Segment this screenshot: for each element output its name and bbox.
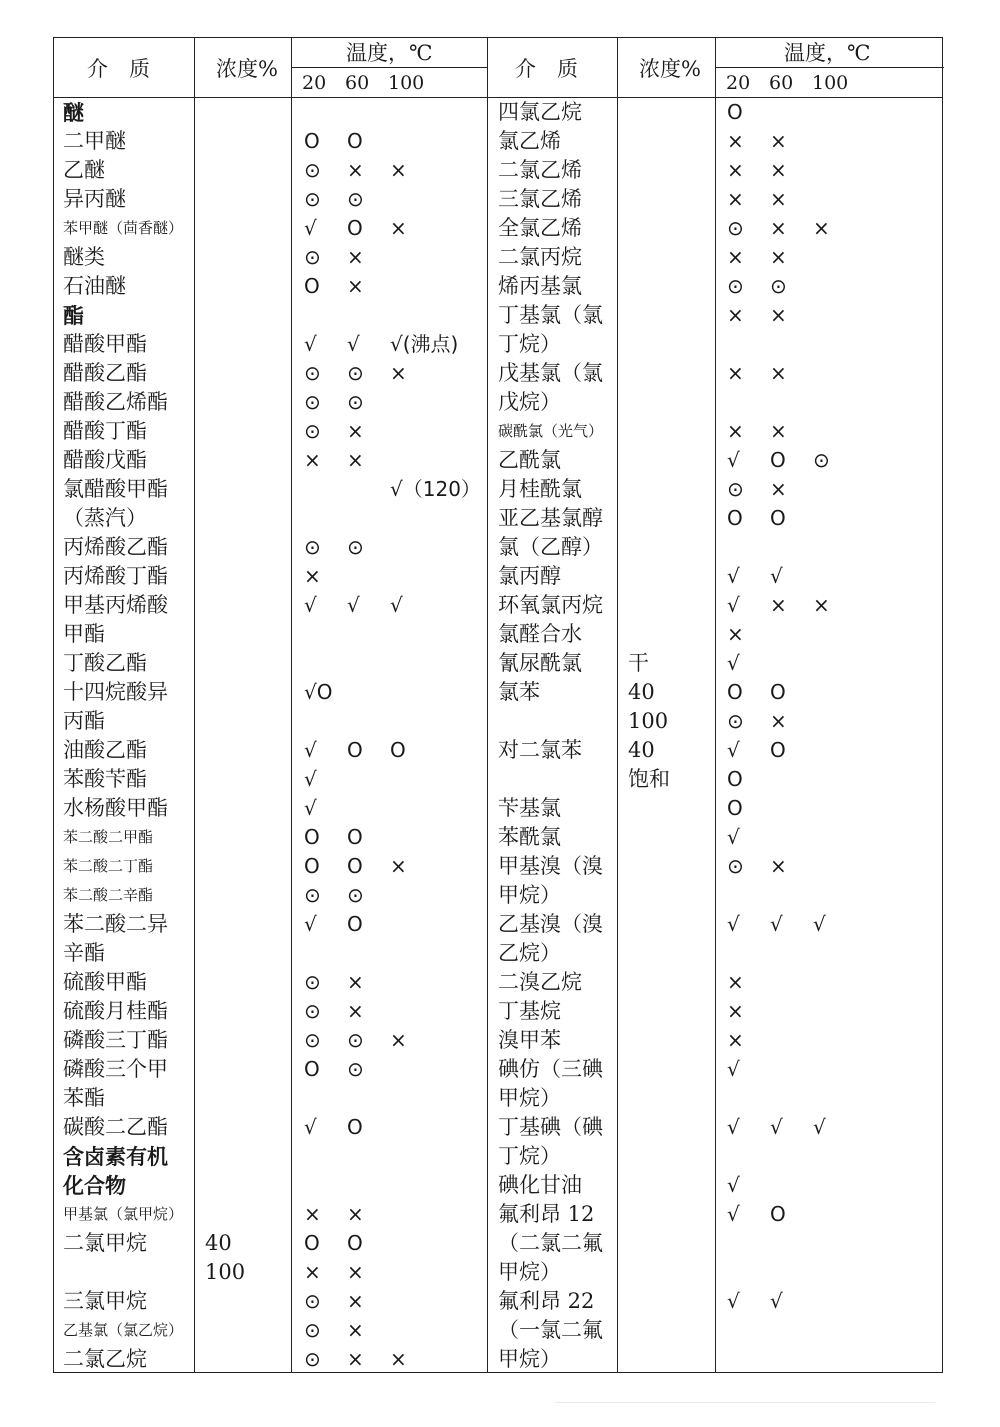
divider-temp-sub-left [291,67,487,68]
rating-20c: O [304,1231,320,1255]
medium-name: 甲烷） [498,1347,561,1371]
medium-name: 丙烯酸乙酯 [63,535,168,559]
rating-20c: √ [727,738,740,762]
rating-20c: × [304,1260,321,1284]
rating-20c: ⊙ [304,999,321,1023]
medium-name: 氯醛合水 [498,622,582,646]
concentration-value: 干 [628,651,649,675]
rating-20c: × [304,448,321,472]
rating-100c: √（120） [390,477,481,501]
medium-name: 苄基氯 [498,796,561,820]
rating-60c: × [770,361,787,385]
header-concentration-right: 浓度% [639,57,701,81]
rating-20c: × [727,245,744,269]
rating-20c: √ [727,593,740,617]
rating-60c: O [770,680,786,704]
medium-name: 丁酸乙酯 [63,651,147,675]
medium-name: 甲烷） [498,1086,561,1110]
medium-name: 甲基丙烯酸 [63,593,168,617]
compatibility-table [53,37,943,1373]
rating-20c: × [727,999,744,1023]
rating-100c: × [390,361,407,385]
rating-20c: ⊙ [304,361,321,385]
rating-20c: ⊙ [304,1347,321,1371]
rating-60c: × [770,216,787,240]
medium-name: 三氯乙烯 [498,187,582,211]
medium-name: 二氯乙烯 [498,158,582,182]
medium-name: 醋酸戊酯 [63,448,147,472]
rating-20c: ⊙ [727,274,744,298]
medium-name: 丁烷） [498,1144,561,1168]
divider-col-conc-left [194,38,195,1372]
rating-60c: × [770,129,787,153]
rating-20c: √ [304,216,317,240]
rating-20c: × [727,419,744,443]
medium-name: 碘化甘油 [498,1173,582,1197]
medium-name: 乙烷） [498,941,561,965]
medium-name: 氯醋酸甲酯 [63,477,168,501]
header-temp-100-right: 100 [812,72,849,94]
rating-60c: √ [347,593,360,617]
medium-name: 丁烷） [498,332,561,356]
rating-60c: O [770,506,786,530]
rating-60c: × [770,709,787,733]
rating-20c: ⊙ [304,1028,321,1052]
rating-60c: O [347,825,363,849]
rating-20c: √ [304,738,317,762]
rating-100c: × [813,216,830,240]
medium-name: 四氯乙烷 [498,100,582,124]
rating-20c: ⊙ [304,187,321,211]
header-temperature-right: 温度，℃ [784,41,871,65]
medium-name: 含卤素有机 [63,1144,168,1169]
medium-name: 氯（乙醇） [498,535,603,559]
medium-name: 氟利昂 22 [498,1289,595,1313]
rating-20c: ⊙ [304,1318,321,1342]
rating-60c: × [347,1202,364,1226]
medium-name: 丁基烷 [498,999,561,1023]
medium-name: 氟利昂 12 [498,1202,595,1226]
medium-name: 氯苯 [498,680,540,704]
header-medium-right: 介 质 [515,57,578,81]
rating-60c: O [347,129,363,153]
rating-20c: ⊙ [304,390,321,414]
rating-60c: × [347,245,364,269]
medium-name: 苯酰氯 [498,825,561,849]
medium-name: 丙烯酸丁酯 [63,564,168,588]
divider-col-temp-right [715,38,716,1372]
medium-name: 醋酸乙烯酯 [63,390,168,414]
header-concentration-left: 浓度% [216,57,278,81]
divider-col-conc-right [617,38,618,1372]
medium-name: 戊基氯（氯 [498,361,603,385]
medium-name: 全氯乙烯 [498,216,582,240]
rating-60c: ⊙ [347,390,364,414]
medium-name: 氰尿酰氯 [498,651,582,675]
header-temp-20-left: 20 [302,72,327,94]
rating-20c: × [304,1202,321,1226]
rating-60c: ⊙ [347,1057,364,1081]
rating-20c: O [304,1057,320,1081]
rating-20c: ⊙ [304,158,321,182]
rating-60c: × [770,187,787,211]
medium-name: 苯酯 [63,1086,105,1110]
rating-60c: O [770,738,786,762]
medium-name: 甲基氯（氯甲烷） [63,1205,184,1223]
rating-60c: ⊙ [347,535,364,559]
rating-20c: O [304,854,320,878]
rating-20c: √ [727,651,740,675]
medium-name: 水杨酸甲酯 [63,796,168,820]
rating-20c: × [727,361,744,385]
rating-20c: × [727,158,744,182]
rating-100c: √ [813,912,826,936]
rating-60c: × [770,854,787,878]
medium-name: （一氯二氟 [498,1318,603,1342]
rating-60c: × [347,970,364,994]
rating-100c: √ [813,1115,826,1139]
medium-name: 对二氯苯 [498,738,582,762]
medium-name: 磷酸三丁酯 [63,1028,168,1052]
rating-20c: √ [304,1115,317,1139]
medium-name: 酯 [63,303,84,328]
rating-60c: × [770,419,787,443]
rating-20c: ⊙ [304,970,321,994]
rating-100c: × [813,593,830,617]
rating-20c: O [304,274,320,298]
medium-name: 十四烷酸异 [63,680,168,704]
rating-20c: ⊙ [727,854,744,878]
rating-60c: ⊙ [347,361,364,385]
rating-20c: ⊙ [727,216,744,240]
rating-20c: O [304,129,320,153]
rating-20c: × [727,1028,744,1052]
concentration-value: 40 [628,738,655,762]
concentration-value: 100 [628,709,669,733]
rating-60c: ⊙ [347,1028,364,1052]
medium-name: 二氯乙烷 [63,1347,147,1371]
rating-60c: O [347,1115,363,1139]
rating-20c: O [304,825,320,849]
medium-name: 丁基碘（碘 [498,1115,603,1139]
medium-name: 异丙醚 [63,187,126,211]
header-temp-60-right: 60 [769,72,794,94]
rating-20c: √ [727,1115,740,1139]
rating-20c: ⊙ [727,709,744,733]
medium-name: 亚乙基氯醇 [498,506,603,530]
medium-name: 丁基氯（氯 [498,303,603,327]
rating-100c: ⊙ [813,448,830,472]
medium-name: 乙基溴（溴 [498,912,603,936]
rating-60c: × [347,999,364,1023]
medium-name: 二氯甲烷 [63,1231,147,1255]
rating-100c: × [390,216,407,240]
rating-20c: ⊙ [304,1289,321,1313]
rating-60c: × [347,1318,364,1342]
header-temp-60-left: 60 [345,72,370,94]
medium-name: 苯二酸二丁酯 [63,857,154,875]
header-temp-20-right: 20 [726,72,751,94]
rating-60c: × [347,1347,364,1371]
rating-20c: √ [727,1289,740,1313]
rating-100c: × [390,1028,407,1052]
rating-20c: × [304,564,321,588]
rating-20c: √ [304,593,317,617]
rating-20c: ⊙ [727,477,744,501]
rating-100c: × [390,1347,407,1371]
rating-60c: × [347,1289,364,1313]
medium-name: 二甲醚 [63,129,126,153]
medium-name: 碳酰氯（光气） [498,422,604,440]
rating-60c: O [347,912,363,936]
medium-name: 醚 [63,100,84,125]
medium-name: 乙酰氯 [498,448,561,472]
rating-60c: √ [770,912,783,936]
concentration-value: 100 [205,1260,246,1284]
medium-name: 乙醚 [63,158,105,182]
medium-name: 硫酸月桂酯 [63,999,168,1023]
medium-name: 丙酯 [63,709,105,733]
medium-name: 二溴乙烷 [498,970,582,994]
medium-name: 烯丙基氯 [498,274,582,298]
medium-name: 三氯甲烷 [63,1289,147,1313]
medium-name: 化合物 [63,1173,126,1198]
rating-60c: × [347,158,364,182]
rating-20c: O [727,506,743,530]
medium-name: 磷酸三个甲 [63,1057,168,1081]
rating-20c: × [727,303,744,327]
medium-name: 甲酯 [63,622,105,646]
medium-name: 碘仿（三碘 [498,1057,603,1081]
rating-60c: √ [770,1289,783,1313]
rating-20c: √ [304,796,317,820]
rating-20c: √ [727,912,740,936]
rating-20c: √ [304,767,317,791]
rating-100c: √(沸点) [390,332,459,356]
rating-60c: × [770,593,787,617]
rating-20c: ⊙ [304,245,321,269]
divider-col-temp-left [291,38,292,1372]
rating-20c: O [727,767,743,791]
rating-60c: × [770,158,787,182]
footer-divider [555,1402,935,1403]
concentration-value: 饱和 [628,767,670,791]
rating-60c: × [347,448,364,472]
concentration-value: 40 [205,1231,232,1255]
rating-20c: √O [304,680,333,704]
medium-name: 石油醚 [63,274,126,298]
rating-60c: O [347,1231,363,1255]
rating-60c: ⊙ [347,187,364,211]
rating-60c: √ [347,332,360,356]
rating-20c: √ [304,912,317,936]
rating-60c: × [770,303,787,327]
medium-name: 甲烷） [498,883,561,907]
medium-name: 苯二酸二辛酯 [63,886,154,904]
rating-60c: ⊙ [347,883,364,907]
rating-20c: O [727,796,743,820]
medium-name: 醋酸甲酯 [63,332,147,356]
medium-name: 溴甲苯 [498,1028,561,1052]
rating-60c: O [770,1202,786,1226]
medium-name: 辛酯 [63,941,105,965]
medium-name: 氯乙烯 [498,129,561,153]
medium-name: 乙基氯（氯乙烷） [63,1321,184,1339]
rating-60c: ⊙ [770,274,787,298]
medium-name: 苯甲醚（茴香醚） [63,219,184,237]
rating-60c: O [347,738,363,762]
rating-20c: ⊙ [304,883,321,907]
rating-20c: ⊙ [304,419,321,443]
rating-20c: O [727,680,743,704]
rating-100c: √ [390,593,403,617]
rating-20c: √ [727,1202,740,1226]
medium-name: 氯丙醇 [498,564,561,588]
rating-60c: √ [770,564,783,588]
medium-name: 醋酸丁酯 [63,419,147,443]
medium-name: （二氯二氟 [498,1231,603,1255]
rating-20c: √ [727,448,740,472]
rating-60c: × [347,274,364,298]
rating-20c: √ [727,564,740,588]
medium-name: 醚类 [63,245,105,269]
rating-20c: × [727,129,744,153]
rating-60c: × [770,477,787,501]
medium-name: 月桂酰氯 [498,477,582,501]
medium-name: 苯二酸二异 [63,912,168,936]
rating-60c: √ [770,1115,783,1139]
medium-name: 苯酸苄酯 [63,767,147,791]
rating-60c: × [770,245,787,269]
medium-name: 环氧氯丙烷 [498,593,603,617]
rating-60c: O [770,448,786,472]
medium-name: 甲基溴（溴 [498,854,603,878]
medium-name: 油酸乙酯 [63,738,147,762]
rating-20c: √ [304,332,317,356]
rating-100c: × [390,854,407,878]
rating-100c: O [390,738,406,762]
rating-20c: × [727,970,744,994]
medium-name: 碳酸二乙酯 [63,1115,168,1139]
rating-60c: × [347,1260,364,1284]
medium-name: （蒸汽） [63,506,147,530]
rating-60c: × [347,419,364,443]
rating-20c: √ [727,825,740,849]
medium-name: 甲烷） [498,1260,561,1284]
medium-name: 醋酸乙酯 [63,361,147,385]
concentration-value: 40 [628,680,655,704]
rating-60c: O [347,216,363,240]
divider-center [487,38,488,1372]
rating-60c: O [347,854,363,878]
medium-name: 硫酸甲酯 [63,970,147,994]
medium-name: 苯二酸二甲酯 [63,828,154,846]
rating-20c: √ [727,1057,740,1081]
header-temp-100-left: 100 [388,72,425,94]
medium-name: 戊烷） [498,390,561,414]
rating-20c: × [727,622,744,646]
divider-temp-sub-right [715,67,944,68]
header-temperature-left: 温度，℃ [346,41,433,65]
rating-20c: O [727,100,743,124]
rating-20c: × [727,187,744,211]
medium-name: 二氯丙烷 [498,245,582,269]
rating-20c: ⊙ [304,535,321,559]
header-medium-left: 介 质 [87,57,150,81]
rating-20c: √ [727,1173,740,1197]
rating-100c: × [390,158,407,182]
